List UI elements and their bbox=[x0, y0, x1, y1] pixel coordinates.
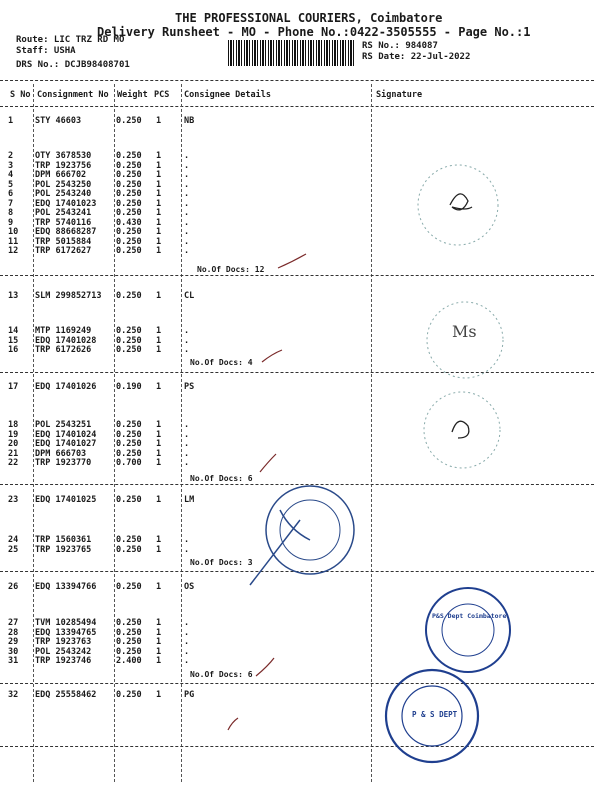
lm-stamp bbox=[266, 486, 354, 574]
pcs-cell: 1 bbox=[156, 227, 162, 237]
consignment-cell: POL 2543250 bbox=[35, 179, 92, 190]
weight-cell: 0.250 bbox=[116, 198, 142, 209]
dot-marker: . bbox=[184, 448, 190, 459]
docs-count: No.Of Docs: 3 bbox=[190, 558, 253, 567]
consignee-cell: PG bbox=[184, 690, 195, 700]
sno-cell: 19 bbox=[8, 429, 19, 440]
docs-count: No.Of Docs: 4 bbox=[190, 358, 253, 367]
pcs-cell: 1 bbox=[156, 335, 162, 346]
weight-cell: 0.250 bbox=[116, 189, 142, 199]
consignment-cell: EDQ 13394765 bbox=[35, 627, 97, 638]
consignment-cell: EDQ 17401026 bbox=[35, 382, 97, 392]
dot-marker: . bbox=[184, 179, 190, 190]
tick-mark bbox=[256, 658, 274, 676]
dot-marker: . bbox=[184, 189, 190, 199]
weight-cell: 0.250 bbox=[116, 179, 142, 190]
consignment-cell: POL 2543241 bbox=[35, 208, 92, 218]
tick-mark bbox=[228, 718, 238, 730]
pcs-cell: 1 bbox=[156, 618, 162, 628]
weight-cell: 0.250 bbox=[116, 116, 142, 126]
consignment-cell: SLM 299852713 bbox=[35, 291, 102, 301]
dot-marker: . bbox=[184, 637, 190, 647]
consignment-cell: EDQ 17401025 bbox=[35, 495, 97, 505]
dot-marker: . bbox=[184, 439, 190, 449]
consignment-cell: DPM 666703 bbox=[35, 448, 87, 459]
weight-cell: 0.250 bbox=[116, 326, 142, 336]
weight-cell: 0.250 bbox=[116, 170, 142, 180]
sno-cell: 16 bbox=[8, 345, 19, 355]
consignment-cell: POL 2543251 bbox=[35, 420, 92, 430]
consignee-cell: OS bbox=[184, 582, 195, 592]
col-weight: Weight bbox=[117, 90, 148, 100]
sno-cell: 14 bbox=[8, 326, 19, 336]
consignment-cell: TRP 1923765 bbox=[35, 544, 92, 555]
consignment-cell: MTP 1169249 bbox=[35, 326, 92, 336]
weight-cell: 0.250 bbox=[116, 637, 142, 647]
weight-cell: 0.250 bbox=[116, 335, 142, 346]
pcs-cell: 1 bbox=[156, 160, 162, 171]
dot-marker: . bbox=[184, 151, 190, 161]
dot-marker: . bbox=[184, 627, 190, 638]
docs-count: No.Of Docs: 6 bbox=[190, 474, 253, 483]
consignment-cell: EDQ 17401023 bbox=[35, 198, 97, 209]
sno-cell: 4 bbox=[8, 170, 14, 180]
consignee-cell: NB bbox=[184, 116, 195, 126]
lic-stamp-1 bbox=[426, 588, 510, 672]
sno-cell: 8 bbox=[8, 208, 14, 218]
dot-marker: . bbox=[184, 656, 190, 666]
pcs-cell: 1 bbox=[156, 544, 162, 555]
runsheet-title: Delivery Runsheet - MO - Phone No.:0422-3505555 - Page No.:1 bbox=[97, 25, 531, 39]
sno-cell: 25 bbox=[8, 544, 19, 555]
consignment-cell: TRP 5015884 bbox=[35, 236, 92, 247]
sno-cell: 24 bbox=[8, 535, 19, 545]
dot-marker: . bbox=[184, 458, 190, 468]
staff-label: Staff: USHA bbox=[16, 46, 76, 56]
weight-cell: 0.250 bbox=[116, 618, 142, 628]
docs-count: No.Of Docs: 6 bbox=[190, 670, 253, 679]
lic-stamp-1-inner: P&S Dept Coimbatore bbox=[432, 612, 507, 620]
pcs-cell: 1 bbox=[156, 646, 162, 657]
weight-cell: 0.250 bbox=[116, 160, 142, 171]
pcs-cell: 1 bbox=[156, 179, 162, 190]
consignment-cell: TRP 1923756 bbox=[35, 160, 92, 171]
dot-marker: . bbox=[184, 535, 190, 545]
lic-stamp-2-inner: P & S DEPT bbox=[412, 710, 458, 719]
sno-cell: 26 bbox=[8, 582, 19, 592]
pcs-cell: 1 bbox=[156, 116, 162, 126]
consignee-cell: PS bbox=[184, 382, 195, 392]
consignment-cell: TRP 6172626 bbox=[35, 345, 92, 355]
pcs-cell: 1 bbox=[156, 495, 162, 505]
pcs-cell: 1 bbox=[156, 326, 162, 336]
route-label: Route: LIC TRZ RD MO bbox=[16, 35, 125, 45]
sno-cell: 28 bbox=[8, 627, 19, 638]
consignment-cell: TRP 1923746 bbox=[35, 656, 92, 666]
pcs-cell: 1 bbox=[156, 420, 162, 430]
dot-marker: . bbox=[184, 198, 190, 209]
signature-ms: Ms bbox=[452, 322, 477, 341]
dot-marker: . bbox=[184, 326, 190, 336]
sno-cell: 17 bbox=[8, 382, 19, 392]
dot-marker: . bbox=[184, 646, 190, 657]
pcs-cell: 1 bbox=[156, 170, 162, 180]
weight-cell: 0.250 bbox=[116, 208, 142, 218]
consignment-cell: EDQ 88668287 bbox=[35, 227, 97, 237]
sno-cell: 6 bbox=[8, 189, 14, 199]
dot-marker: . bbox=[184, 420, 190, 430]
sno-cell: 32 bbox=[8, 690, 19, 700]
sno-cell: 3 bbox=[8, 160, 14, 171]
dot-marker: . bbox=[184, 217, 190, 228]
consignment-cell: TVM 10285494 bbox=[35, 618, 97, 628]
dot-marker: . bbox=[184, 544, 190, 555]
sno-cell: 9 bbox=[8, 217, 14, 228]
sno-cell: 29 bbox=[8, 637, 19, 647]
consignment-cell: EDQ 13394766 bbox=[35, 582, 97, 592]
sno-cell: 5 bbox=[8, 179, 14, 190]
dot-marker: . bbox=[184, 618, 190, 628]
sno-cell: 10 bbox=[8, 227, 19, 237]
dot-marker: . bbox=[184, 208, 190, 218]
consignment-cell: POL 2543242 bbox=[35, 646, 92, 657]
pcs-cell: 1 bbox=[156, 656, 162, 666]
consignee-cell: LM bbox=[184, 495, 195, 505]
col-consignment: Consignment No bbox=[37, 90, 109, 100]
faint-stamp bbox=[424, 392, 500, 468]
consignment-cell: TRP 6172627 bbox=[35, 246, 92, 256]
sno-cell: 15 bbox=[8, 335, 19, 346]
dot-marker: . bbox=[184, 429, 190, 440]
sno-cell: 21 bbox=[8, 448, 19, 459]
weight-cell: 0.190 bbox=[116, 382, 142, 392]
dot-marker: . bbox=[184, 246, 190, 256]
weight-cell: 0.250 bbox=[116, 227, 142, 237]
col-signature: Signature bbox=[376, 90, 423, 100]
dot-marker: . bbox=[184, 345, 190, 355]
pcs-cell: 1 bbox=[156, 535, 162, 545]
tick-mark bbox=[262, 350, 282, 362]
sno-cell: 1 bbox=[8, 116, 14, 126]
consignment-cell: TRP 5740116 bbox=[35, 217, 92, 228]
company-name: THE PROFESSIONAL COURIERS, Coimbatore bbox=[175, 11, 443, 25]
consignment-cell: STY 46603 bbox=[35, 116, 82, 126]
weight-cell: 0.250 bbox=[116, 429, 142, 440]
tick-mark bbox=[260, 454, 276, 472]
pcs-cell: 1 bbox=[156, 189, 162, 199]
consignment-cell: EDQ 25558462 bbox=[35, 690, 97, 700]
tick-mark bbox=[278, 254, 306, 268]
col-pcs: PCS bbox=[154, 90, 170, 100]
weight-cell: 0.250 bbox=[116, 690, 142, 700]
sno-cell: 27 bbox=[8, 618, 19, 628]
pcs-cell: 1 bbox=[156, 198, 162, 209]
consignment-cell: TRP 1923770 bbox=[35, 458, 92, 468]
dot-marker: . bbox=[184, 236, 190, 247]
consignment-cell: EDQ 17401027 bbox=[35, 439, 97, 449]
dot-marker: . bbox=[184, 170, 190, 180]
consignment-cell: OTY 3678530 bbox=[35, 151, 92, 161]
consignment-cell: DPM 666702 bbox=[35, 170, 87, 180]
pcs-cell: 1 bbox=[156, 458, 162, 468]
sno-cell: 7 bbox=[8, 198, 14, 209]
pcs-cell: 1 bbox=[156, 637, 162, 647]
weight-cell: 0.250 bbox=[116, 582, 142, 592]
consignment-cell: EDQ 17401028 bbox=[35, 335, 97, 346]
sno-cell: 30 bbox=[8, 646, 19, 657]
pcs-cell: 1 bbox=[156, 291, 162, 301]
sno-cell: 2 bbox=[8, 151, 14, 161]
consignment-cell: POL 2543240 bbox=[35, 189, 92, 199]
pcs-cell: 1 bbox=[156, 439, 162, 449]
rs-date: RS Date: 22-Jul-2022 bbox=[362, 52, 471, 62]
pcs-cell: 1 bbox=[156, 151, 162, 161]
consignee-cell: CL bbox=[184, 291, 195, 301]
weight-cell: 0.250 bbox=[116, 291, 142, 301]
pcs-cell: 1 bbox=[156, 236, 162, 247]
sno-cell: 20 bbox=[8, 439, 19, 449]
weight-cell: 0.250 bbox=[116, 439, 142, 449]
sno-cell: 13 bbox=[8, 291, 19, 301]
weight-cell: 2.400 bbox=[116, 656, 142, 666]
docs-count: No.Of Docs: 12 bbox=[197, 265, 265, 274]
consignment-cell: EDQ 17401024 bbox=[35, 429, 97, 440]
weight-cell: 0.700 bbox=[116, 458, 142, 468]
pcs-cell: 1 bbox=[156, 345, 162, 355]
signature-scribble bbox=[452, 421, 469, 438]
weight-cell: 0.250 bbox=[116, 420, 142, 430]
weight-cell: 0.250 bbox=[116, 544, 142, 555]
dot-marker: . bbox=[184, 160, 190, 171]
faint-stamp bbox=[418, 165, 498, 245]
pcs-cell: 1 bbox=[156, 217, 162, 228]
weight-cell: 0.250 bbox=[116, 345, 142, 355]
sno-cell: 18 bbox=[8, 420, 19, 430]
rs-number: RS No.: 984087 bbox=[362, 41, 438, 51]
weight-cell: 0.250 bbox=[116, 448, 142, 459]
weight-cell: 0.250 bbox=[116, 495, 142, 505]
dot-marker: . bbox=[184, 335, 190, 346]
sno-cell: 23 bbox=[8, 495, 19, 505]
col-sno: S No bbox=[10, 90, 31, 100]
weight-cell: 0.250 bbox=[116, 627, 142, 638]
weight-cell: 0.250 bbox=[116, 151, 142, 161]
col-consignee: Consignee Details bbox=[184, 90, 271, 100]
weight-cell: 0.250 bbox=[116, 535, 142, 545]
sno-cell: 22 bbox=[8, 458, 19, 468]
weight-cell: 0.250 bbox=[116, 236, 142, 247]
drs-number: DRS No.: DCJB98408701 bbox=[16, 60, 130, 70]
pcs-cell: 1 bbox=[156, 627, 162, 638]
consignment-cell: TRP 1923763 bbox=[35, 637, 92, 647]
weight-cell: 0.250 bbox=[116, 646, 142, 657]
sno-cell: 31 bbox=[8, 656, 19, 666]
weight-cell: 0.250 bbox=[116, 246, 142, 256]
consignment-cell: TRP 1560361 bbox=[35, 535, 92, 545]
pcs-cell: 1 bbox=[156, 690, 162, 700]
pcs-cell: 1 bbox=[156, 429, 162, 440]
sno-cell: 12 bbox=[8, 246, 19, 256]
sno-cell: 11 bbox=[8, 236, 19, 247]
dot-marker: . bbox=[184, 227, 190, 237]
pcs-cell: 1 bbox=[156, 448, 162, 459]
signature-scribble bbox=[450, 194, 472, 210]
pcs-cell: 1 bbox=[156, 246, 162, 256]
pcs-cell: 1 bbox=[156, 582, 162, 592]
pcs-cell: 1 bbox=[156, 382, 162, 392]
weight-cell: 0.430 bbox=[116, 217, 142, 228]
pcs-cell: 1 bbox=[156, 208, 162, 218]
